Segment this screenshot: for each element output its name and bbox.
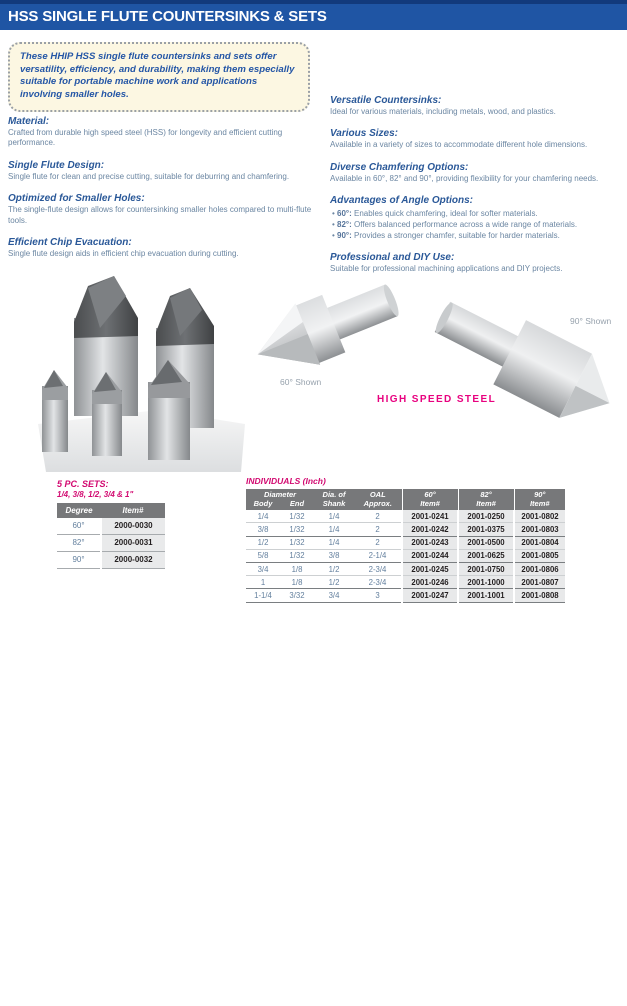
sets-table-body [57, 518, 165, 569]
size-cell: 1/32 [289, 538, 305, 548]
size-cell: 1/4 [328, 511, 340, 521]
ind-col-subheader: End [280, 500, 314, 511]
feature-heading: Efficient Chip Evacuation: [8, 236, 132, 248]
item-number-cell: 2001-0244 [402, 549, 458, 562]
feature-heading: Diverse Chamfering Options: [330, 161, 469, 173]
size-cell: 1 [260, 577, 266, 587]
countersink-60-photo [250, 272, 402, 377]
sets-table-row [57, 534, 165, 551]
sets-section [57, 480, 177, 569]
size-cell: 3 [375, 590, 380, 600]
sets-table-row [57, 551, 165, 568]
feature-body: Suitable for professional machining applications and DIY projects. [330, 264, 563, 274]
individuals-title: INDIVIDUALS (Inch) [246, 476, 326, 486]
angle-options-list [332, 208, 622, 241]
feature-block [8, 160, 316, 182]
item-number-cell: 2001-0246 [402, 576, 458, 589]
ind-col-subheader: Item# [458, 500, 514, 511]
size-cell: 5/8 [257, 551, 269, 561]
size-cell: 1/4 [328, 525, 340, 535]
ind-col-subheader: Approx. [354, 500, 402, 511]
ind-col-subheader: Shank [314, 500, 354, 511]
angle-degree: 90°: [337, 231, 352, 241]
feature-body: Available in 60°, 82° and 90°, providing flexibility for your chamfering needs. [330, 173, 599, 183]
features-left [8, 116, 316, 270]
sets-table-headrow [57, 503, 165, 518]
item-number-cell: 2001-0806 [514, 563, 565, 576]
size-cell: 2 [375, 538, 380, 548]
ind-col-subheader: Body [246, 500, 280, 511]
degree-cell: 60° [57, 518, 101, 535]
sets-table [57, 503, 165, 569]
feature-body: Single flute for clean and precise cutting, suitable for deburring and chamfering. [8, 171, 290, 181]
feature-heading: Single Flute Design: [8, 159, 105, 171]
feature-body: Crafted from durable high speed steel (HSS) for longevity and efficient cutting performance. [8, 128, 283, 148]
sets-table-row [57, 518, 165, 535]
size-cell: 3/32 [289, 590, 305, 600]
feature-body: The single-flute design allows for countersinking smaller holes compared to multi-flute tools. [8, 205, 312, 225]
item-number-cell: 2001-0242 [402, 523, 458, 536]
item-number-cell: 2001-1000 [458, 576, 514, 589]
feature-heading: Advantages of Angle Options: [330, 195, 473, 207]
size-cell: 1/32 [289, 551, 305, 561]
intro-callout-box [8, 42, 310, 112]
size-cell: 1/2 [328, 577, 340, 587]
item-number-cell: 2001-0241 [402, 510, 458, 523]
feature-body: Single flute design aids in efficient chip evacuation during cutting. [8, 248, 239, 258]
ind-col-subheader: Item# [402, 500, 458, 511]
size-cell: 1/2 [328, 564, 340, 574]
angle-degree: 82°: [337, 220, 352, 230]
ind-col-subheader: Item# [514, 500, 565, 511]
size-cell: 3/4 [257, 564, 269, 574]
size-cell: 1/4 [257, 511, 269, 521]
individuals-row [246, 576, 565, 589]
size-cell: 1-1/4 [254, 590, 272, 600]
item-number-cell: 2001-0802 [514, 510, 565, 523]
countersink-90-illustration [428, 284, 620, 462]
size-cell: 1/32 [289, 525, 305, 535]
item-number-cell: 2001-0805 [514, 549, 565, 562]
size-cell: 1/4 [328, 538, 340, 548]
sets-sizes-subtitle: 1/4, 3/8, 1/2, 3/4 & 1" [57, 489, 134, 499]
ind-col-header: Diameter [246, 489, 314, 500]
size-cell: 1/8 [291, 577, 303, 587]
feature-block [330, 95, 622, 117]
item-number-cell: 2001-0625 [458, 549, 514, 562]
individuals-row [246, 523, 565, 536]
individuals-row [246, 589, 565, 602]
sets-col-header: Degree [57, 503, 101, 518]
item-number-cell: 2001-0807 [514, 576, 565, 589]
item-number-cell: 2000-0031 [101, 534, 165, 551]
item-number-cell: 2001-0247 [402, 589, 458, 602]
feature-heading: Optimized for Smaller Holes: [8, 193, 145, 205]
feature-block [8, 193, 316, 226]
page-header-banner [0, 0, 627, 30]
page-title: HSS SINGLE FLUTE COUNTERSINKS & SETS [8, 8, 327, 25]
countersink-60-illustration [250, 272, 402, 377]
size-cell: 3/8 [328, 551, 340, 561]
feature-heading: Versatile Countersinks: [330, 95, 442, 106]
feature-heading: Professional and DIY Use: [330, 252, 455, 264]
item-number-cell: 2000-0030 [101, 518, 165, 535]
feature-block [8, 116, 316, 149]
angle-option-item: • 90°: Provides a stronger chamfer, suitable for harder materials. [332, 230, 622, 241]
item-number-cell: 2001-0808 [514, 589, 565, 602]
ind-col-header: 60° [402, 489, 458, 500]
label-60-shown: 60° Shown [280, 377, 322, 387]
angle-option-item: • 60°: Enables quick chamfering, ideal for softer materials. [332, 208, 622, 219]
intro-text: These HHIP HSS single flute countersinks and sets offer versatility, efficiency, and durability, making them especially suitable for portable machine work and applications involving smaller holes. [20, 51, 295, 100]
feature-heading: Material: [8, 116, 50, 127]
item-number-cell: 2001-0375 [458, 523, 514, 536]
size-cell: 2 [375, 525, 380, 535]
item-number-cell: 2001-0250 [458, 510, 514, 523]
size-cell: 2-1/4 [368, 551, 387, 561]
ind-col-header: OAL [354, 489, 402, 500]
individuals-section [246, 476, 568, 603]
item-number-cell: 2000-0032 [101, 551, 165, 568]
individuals-table [246, 489, 565, 603]
ind-col-header: 82° [458, 489, 514, 500]
ind-col-header: 90° [514, 489, 565, 500]
size-cell: 3/8 [257, 525, 269, 535]
features-right [330, 95, 622, 286]
sets-col-header: Item# [101, 503, 165, 518]
item-number-cell: 2001-0803 [514, 523, 565, 536]
feature-block [330, 128, 622, 150]
size-cell: 2-3/4 [368, 577, 387, 587]
individuals-row [246, 563, 565, 576]
feature-block [8, 237, 316, 259]
item-number-cell: 2001-1001 [458, 589, 514, 602]
item-number-cell: 2001-0500 [458, 536, 514, 549]
high-speed-steel-label: HIGH SPEED STEEL [377, 394, 497, 405]
individuals-row [246, 510, 565, 523]
item-number-cell: 2001-0245 [402, 563, 458, 576]
countersink-set-photo [30, 266, 250, 478]
sets-title: 5 PC. SETS: [57, 479, 109, 489]
ind-headrow-bottom [246, 500, 565, 511]
item-number-cell: 2001-0750 [458, 563, 514, 576]
item-number-cell: 2001-0243 [402, 536, 458, 549]
size-cell: 2 [375, 511, 380, 521]
angle-option-item: • 82°: Offers balanced performance across a wide range of materials. [332, 219, 622, 230]
size-cell: 2-3/4 [368, 564, 387, 574]
degree-cell: 82° [57, 534, 101, 551]
individuals-row [246, 536, 565, 549]
size-cell: 1/32 [289, 511, 305, 521]
individuals-row [246, 549, 565, 562]
feature-heading: Various Sizes: [330, 128, 398, 140]
angle-degree: 60°: [337, 209, 352, 219]
countersink-90-photo [428, 284, 620, 462]
feature-block [330, 162, 622, 184]
degree-cell: 90° [57, 551, 101, 568]
label-90-shown: 90° Shown [570, 316, 612, 326]
ind-col-header: Dia. of [314, 489, 354, 500]
size-cell: 1/2 [257, 538, 269, 548]
feature-block [330, 195, 622, 241]
feature-body: Available in a variety of sizes to accommodate different hole dimensions. [330, 140, 588, 150]
individuals-table-body [246, 510, 565, 602]
size-cell: 1/8 [291, 564, 303, 574]
size-cell: 3/4 [328, 590, 340, 600]
item-number-cell: 2001-0804 [514, 536, 565, 549]
set-photo-illustration [30, 266, 250, 478]
feature-body: Ideal for various materials, including metals, wood, and plastics. [330, 107, 556, 116]
